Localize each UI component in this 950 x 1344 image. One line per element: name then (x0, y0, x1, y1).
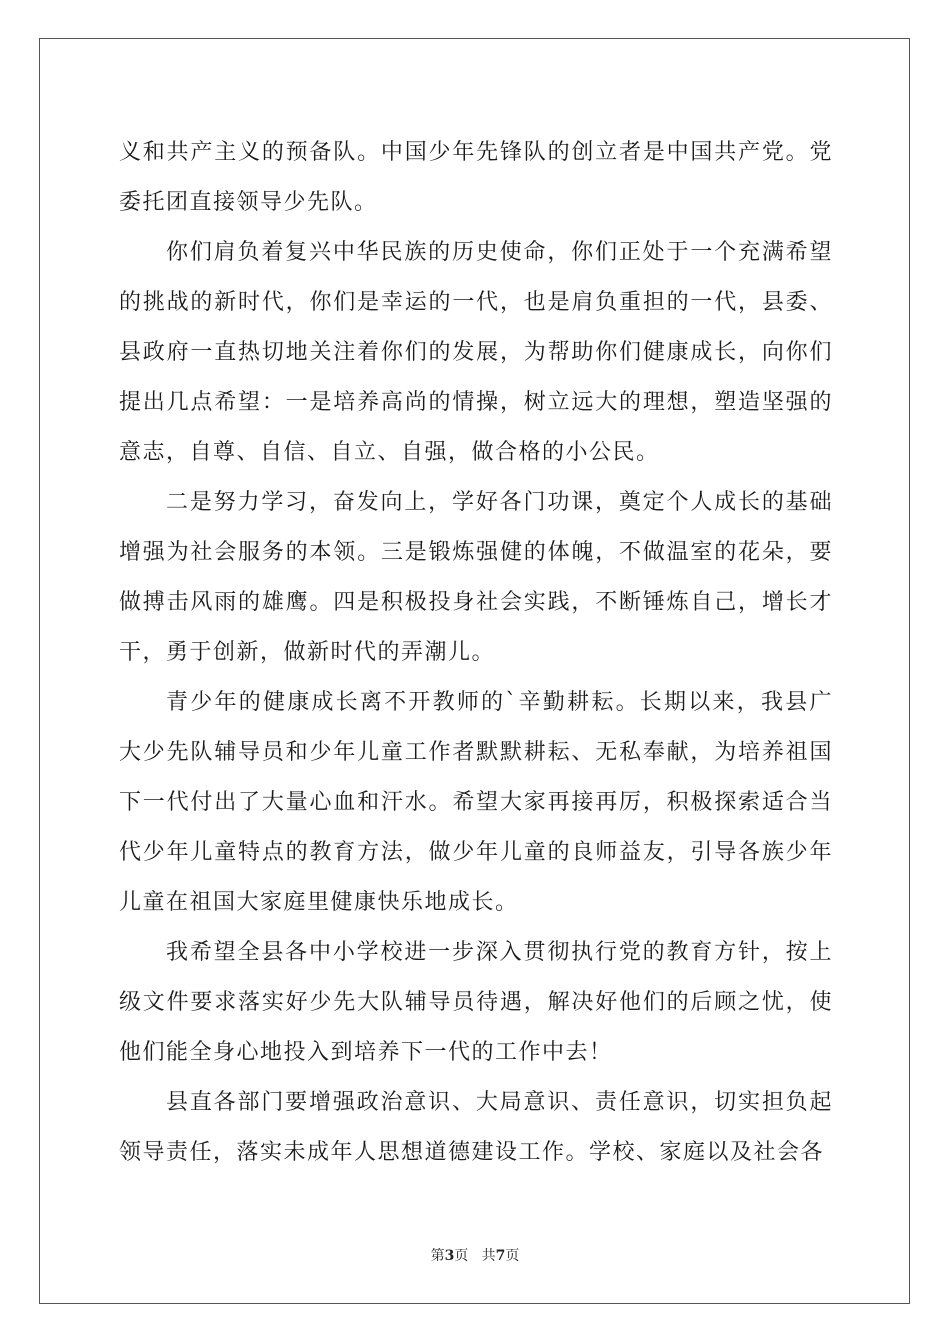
document-body (119, 128, 833, 1178)
total-pages: 7 (495, 1248, 506, 1264)
page-prefix: 第 (430, 1248, 445, 1264)
paragraph-4: 青少年的健康成长离不开教师的`辛勤耕耘。长期以来，我县广大少先队辅导员和少年儿童工作者默默耕耘、无私奉献，为培养祖国下一代付出了大量心血和汗水。希望大家再接再厉，积极探索适合当代少年儿童特点的教育方法，做少年儿童的良师益友，引导各族少年儿童在祖国大家庭里健康快乐地成长。 (119, 690, 833, 915)
total-prefix: 共 (481, 1248, 496, 1264)
paragraph-6: 县直各部门要增强政治意识、大局意识、责任意识，切实担负起领导责任，落实未成年人思想道德建设工作。学校、家庭以及社会各 (119, 1090, 833, 1165)
paragraph-5: 我希望全县各中小学校进一步深入贯彻执行党的教育方针，按上级文件要求落实好少先大队辅导员待遇，解决好他们的后顾之忧，使他们能全身心地投入到培养下一代的工作中去！ (119, 940, 833, 1065)
page-unit: 页 (454, 1248, 469, 1264)
paragraph-1: 义和共产主义的预备队。中国少年先锋队的创立者是中国共产党。党委托团直接领导少先队。 (119, 140, 833, 215)
paragraph-2: 你们肩负着复兴中华民族的历史使命，你们正处于一个充满希望的挑战的新时代，你们是幸运的一代，也是肩负重担的一代，县委、县政府一直热切地关注着你们的发展，为帮助你们健康成长，向你们提出几点希望：一是培养高尚的情操，树立远大的理想，塑造坚强的意志，自尊、自信、自立、自强，做合格的小公民。 (119, 240, 833, 465)
page-number: 3 (444, 1248, 455, 1264)
page-footer (0, 1245, 950, 1265)
total-unit: 页 (505, 1248, 520, 1264)
paragraph-3: 二是努力学习，奋发向上，学好各门功课，奠定个人成长的基础增强为社会服务的本领。三是锻炼强健的体魄，不做温室的花朵，要做搏击风雨的雄鹰。四是积极投身社会实践，不断锤炼自己，增长才干，勇于创新，做新时代的弄潮儿。 (119, 490, 833, 665)
